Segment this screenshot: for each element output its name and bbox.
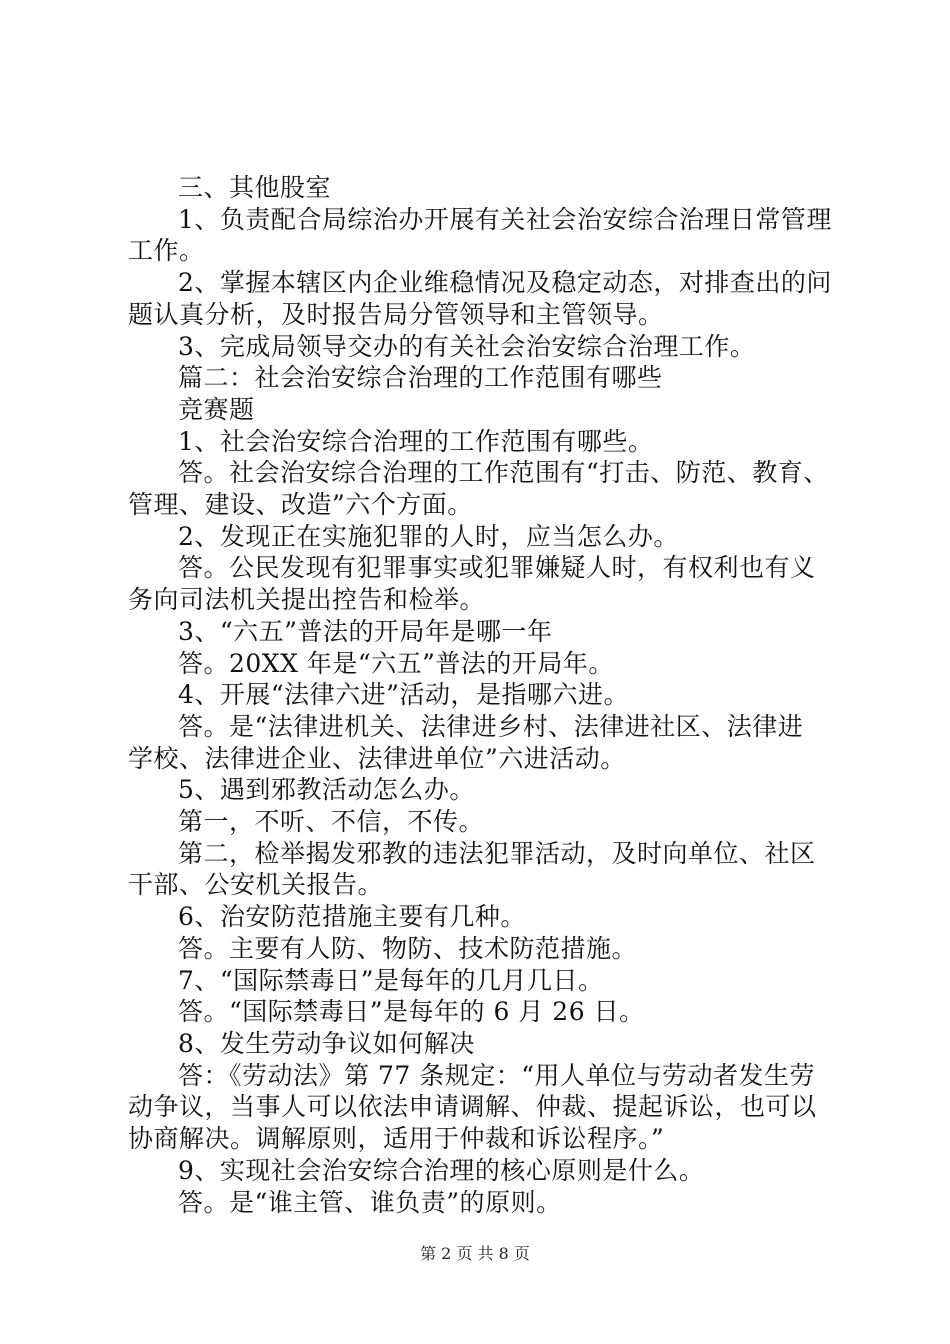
paragraph-line: 3、完成局领导交办的有关社会治安综合治理工作。 [178, 331, 756, 361]
question-line: 1、社会治安综合治理的工作范围有哪些。 [178, 426, 654, 456]
answer-line: 答。“国际禁毒日”是每年的 6 月 26 日。 [178, 997, 645, 1027]
answer-line: 答。公民发现有犯罪事实或犯罪嫌疑人时，有权利也有义 [178, 553, 816, 583]
question-line: 4、开展“法律六进”活动，是指哪六进。 [178, 680, 629, 710]
document-body [128, 172, 833, 1218]
answer-line: 答。主要有人防、物防、技术防范措施。 [178, 933, 638, 963]
question-line: 3、“六五”普法的开局年是哪一年 [178, 616, 553, 646]
question-line: 8、发生劳动争议如何解决 [178, 1028, 475, 1058]
answer-line: 答：《劳动法》第 77 条规定：“用人单位与劳动者发生劳 [178, 1060, 815, 1090]
section-heading: 三、其他股室 [178, 173, 332, 202]
answer-line: 答。社会治安综合治理的工作范围有“打击、防范、教育、 [178, 458, 829, 488]
answer-line: 协商解决。调解原则，适用于仲裁和诉讼程序。” [128, 1124, 665, 1154]
paragraph-line: 2、掌握本辖区内企业维稳情况及稳定动态，对排查出的问 [178, 268, 832, 298]
question-line: 9、实现社会治安综合治理的核心原则是什么。 [178, 1155, 705, 1185]
paragraph-line: 题认真分析，及时报告局分管领导和主管领导。 [128, 299, 664, 329]
answer-line: 第一，不听、不信，不传。 [178, 807, 485, 837]
question-line: 5、遇到邪教活动怎么办。 [178, 775, 475, 805]
answer-line: 答。20XX 年是“六五”普法的开局年。 [178, 648, 614, 678]
chapter-title: 篇二：社会治安综合治理的工作范围有哪些 [178, 363, 663, 393]
answer-line: 第二，检举揭发邪教的违法犯罪活动，及时向单位、社区 [178, 838, 816, 868]
section-heading: 竞赛题 [178, 394, 255, 424]
question-line: 2、发现正在实施犯罪的人时，应当怎么办。 [178, 521, 679, 551]
answer-line: 答。是“谁主管、谁负责”的原则。 [178, 1187, 562, 1217]
answer-line: 管理、建设、改造”六个方面。 [128, 490, 473, 520]
paragraph-line: 1、负责配合局综治办开展有关社会治安综合治理日常管理 [178, 204, 832, 234]
paragraph-line: 工作。 [128, 236, 205, 266]
answer-line: 干部、公安机关报告。 [128, 870, 384, 900]
answer-line: 务向司法机关提出控告和检举。 [128, 585, 486, 615]
answer-line: 答。是“法律进机关、法律进乡村、法律进社区、法律进 [178, 711, 804, 741]
answer-line: 动争议，当事人可以依法申请调解、仲裁、提起诉讼，也可以 [128, 1092, 817, 1122]
page-footer: 第 2 页 共 8 页 [420, 1244, 530, 1263]
question-line: 7、“国际禁毒日”是每年的几月几日。 [178, 965, 604, 995]
question-line: 6、治安防范措施主要有几种。 [178, 902, 526, 932]
answer-line: 学校、法律进企业、法律进单位”六进活动。 [128, 743, 626, 773]
